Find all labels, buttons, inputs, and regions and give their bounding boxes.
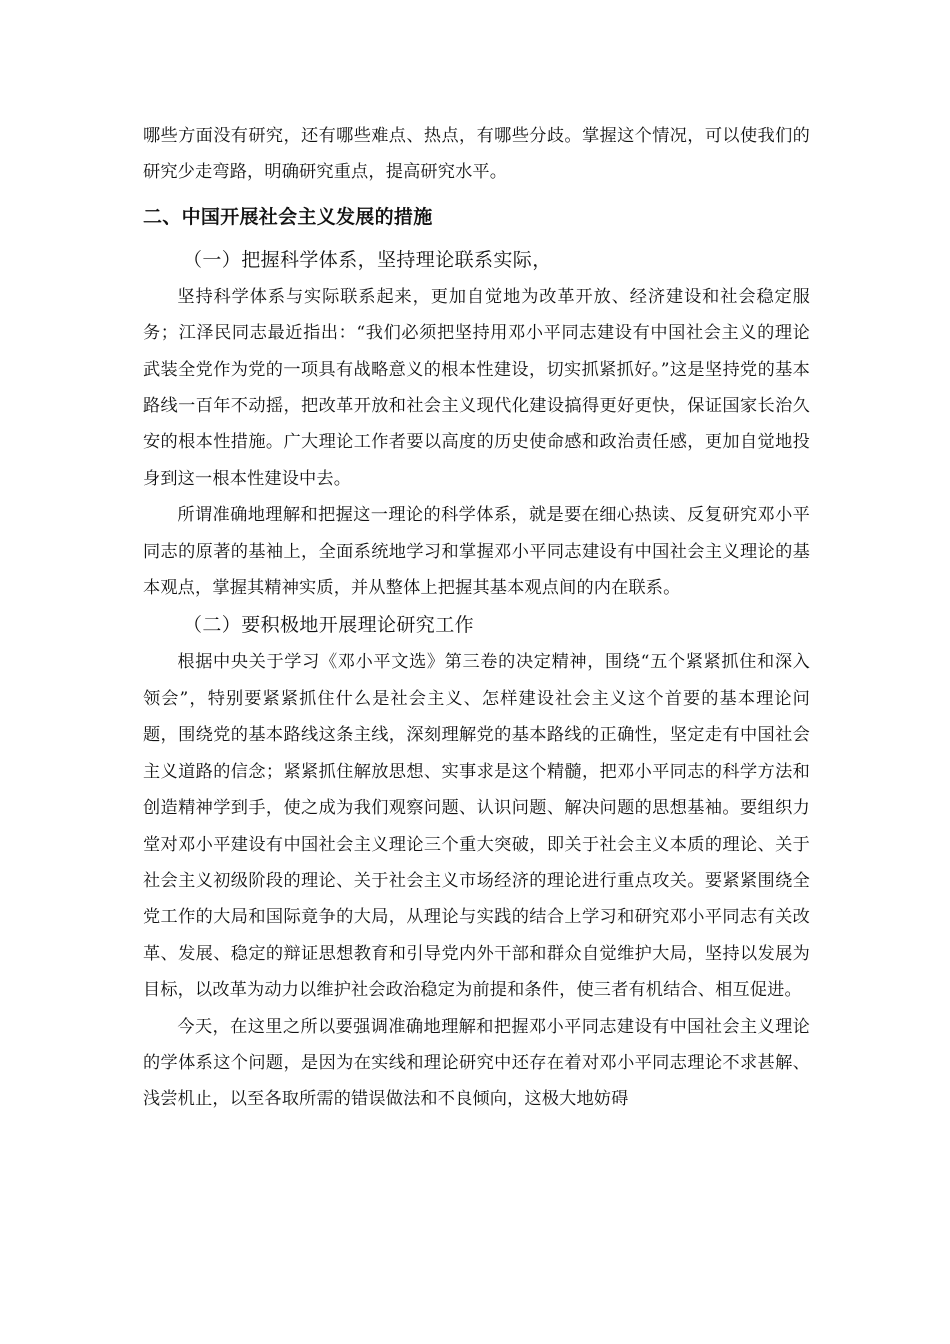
body-paragraph-1: 坚持科学体系与实际联系起来，更加自觉地为改革开放、经济建设和社会稳定服务；江泽民同志最近指出：“我们必须把坚持用邓小平同志建设有中国社会主义的理论武装全党作为党的一项具有战略意义的根本性建设，切实抓紧抓好。”这是坚持党的基本路线一百年不动摇，把改革开放和社会主义现代化建设搞得更好更快，保证国家长治久安的根本性措施。广大理论工作者要以高度的历史使命感和政治责任感，更加自觉地投身到这一根本性建设中去。 bbox=[143, 286, 810, 489]
body-paragraph-2: 所谓准确地理解和把握这一理论的科学体系，就是要在细心热读、反复研究邓小平同志的原著的基袖上，全面系统地学习和掌握邓小平同志建设有中国社会主义理论的基本观点，掌握其精神实质，并从整体上把握其基本观点间的内在联系。 bbox=[143, 505, 810, 599]
subsection-title-2: （二）要积极地开展理论研究工作 bbox=[183, 614, 475, 637]
intro-paragraph: 哪些方面没有研究，还有哪些难点、热点，有哪些分歧。掌握这个情况，可以使我们的研究少走弯路，明确研究重点，提高研究水平。 bbox=[143, 126, 810, 183]
body-paragraph-3: 根据中央关于学习《邓小平文选》第三卷的决定精神，围绕“五个紧紧抓住和深入领会”，特别要紧紧抓住什么是社会主义、怎样建设社会主义这个首要的基本理论问题，围绕党的基本路线这条主线，深刻理解党的基本路线的正确性，坚定走有中国社会主义道路的信念；紧紧抓住解放思想、实事求是这个精髓，把邓小平同志的科学方法和创造精神学到手，使之成为我们观察问题、认识问题、解决问题的思想基袖。要组织力堂对邓小平建设有中国社会主义理论三个重大突破，即关于社会主义本质的理论、关于社会主义初级阶段的理论、关于社会主义市场经济的理论进行重点攻关。要紧紧围绕全党工作的大局和国际竟争的大局，从理论与实践的结合上学习和研究邓小平同志有关改革、发展、稳定的辩证思想教育和引导党内外干部和群众自觉维护大局，坚持以发展为目标，以改革为动力以维护社会政治稳定为前提和条件，使三者有机结合、相互促进。 bbox=[143, 652, 810, 1001]
section-title: 二、中国开展社会主义发展的措施 bbox=[143, 205, 433, 228]
body-paragraph-4: 今天，在这里之所以要强调准确地理解和把握邓小平同志建设有中国社会主义理论的学体系这个问题，是因为在实线和理论研究中还存在着对邓小平同志理论不求甚解、浅尝机止，以至各取所需的错误做法和不良倾向，这极大地妨碍 bbox=[143, 1016, 810, 1110]
subsection-title-1: （一）把握科学体系，坚持理论联系实际， bbox=[183, 248, 552, 271]
document-page bbox=[143, 118, 810, 1118]
